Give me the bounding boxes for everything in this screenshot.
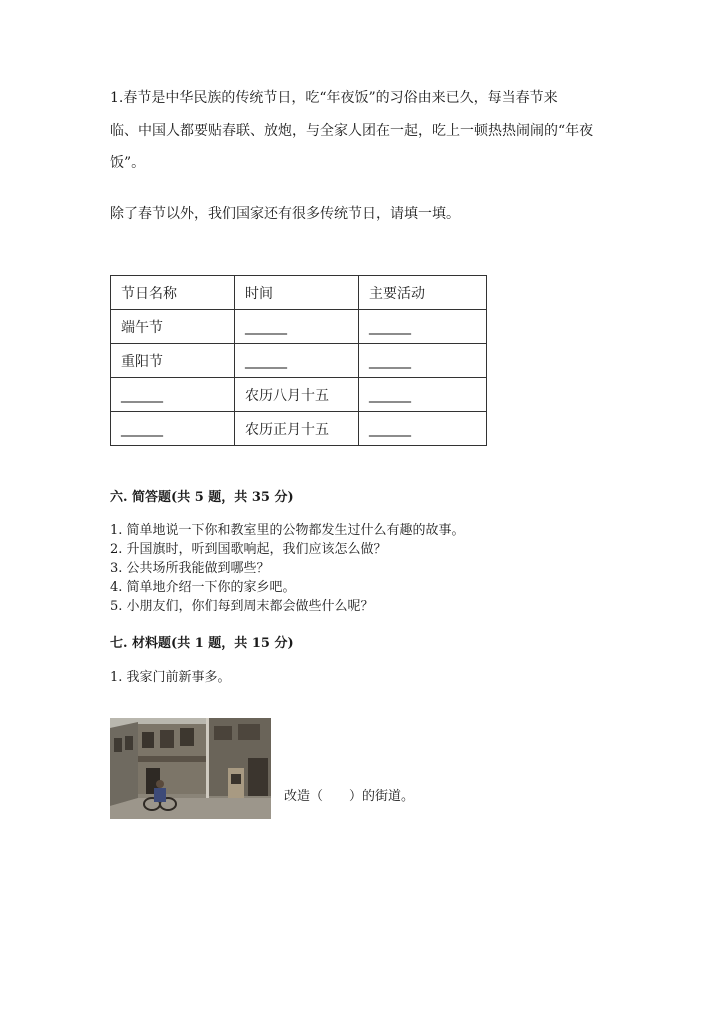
table-row (111, 412, 487, 446)
street-photo (110, 718, 271, 819)
section7-question: 1. 我家门前新事多。 (110, 670, 231, 685)
table-cell: ______ (111, 412, 235, 446)
table-cell: ______ (359, 344, 487, 378)
table-header-cell: 主要活动 (359, 276, 487, 310)
section6-question: 1. 简单地说一下你和教室里的公物都发生过什么有趣的故事。 (110, 523, 465, 538)
intro-paragraph-line2: 临、中国人都要贴春联、放炮，与全家人团在一起，吃上一顿热热闹闹的“年夜 (110, 123, 594, 139)
table-cell: 重阳节 (111, 344, 235, 378)
section6-question: 5. 小朋友们，你们每到周末都会做些什么呢？ (110, 599, 374, 614)
table-cell: 农历八月十五 (235, 378, 359, 412)
table-row (111, 378, 487, 412)
section6-heading: 六. 简答题(共 5 题，共 35 分) (110, 490, 294, 505)
table-row (111, 344, 487, 378)
table-cell: ______ (235, 310, 359, 344)
intro-paragraph-line3: 饭”。 (110, 155, 146, 171)
table-cell: ______ (359, 412, 487, 446)
table-cell: ______ (359, 310, 487, 344)
table-cell: ______ (235, 344, 359, 378)
table-header-cell: 时间 (235, 276, 359, 310)
intro-instruction: 除了春节以外，我们国家还有很多传统节日，请填一填。 (110, 206, 460, 222)
section6-question: 2. 升国旗时，听到国歌响起，我们应该怎么做？ (110, 542, 387, 557)
festival-table (110, 275, 487, 446)
section6-question: 3. 公共场所我能做到哪些？ (110, 561, 270, 576)
table-row (111, 310, 487, 344)
intro-paragraph-line1: 1.春节是中华民族的传统节日，吃“年夜饭”的习俗由来已久，每当春节来 (110, 90, 558, 106)
table-cell: ______ (111, 378, 235, 412)
photo-caption: 改造（ ）的街道。 (284, 789, 415, 804)
table-header-cell: 节日名称 (111, 276, 235, 310)
table-cell: ______ (359, 378, 487, 412)
table-header-row (111, 276, 487, 310)
table-cell: 端午节 (111, 310, 235, 344)
section7-heading: 七. 材料题(共 1 题，共 15 分) (110, 636, 294, 651)
table-cell: 农历正月十五 (235, 412, 359, 446)
section6-question: 4. 简单地介绍一下你的家乡吧。 (110, 580, 296, 595)
